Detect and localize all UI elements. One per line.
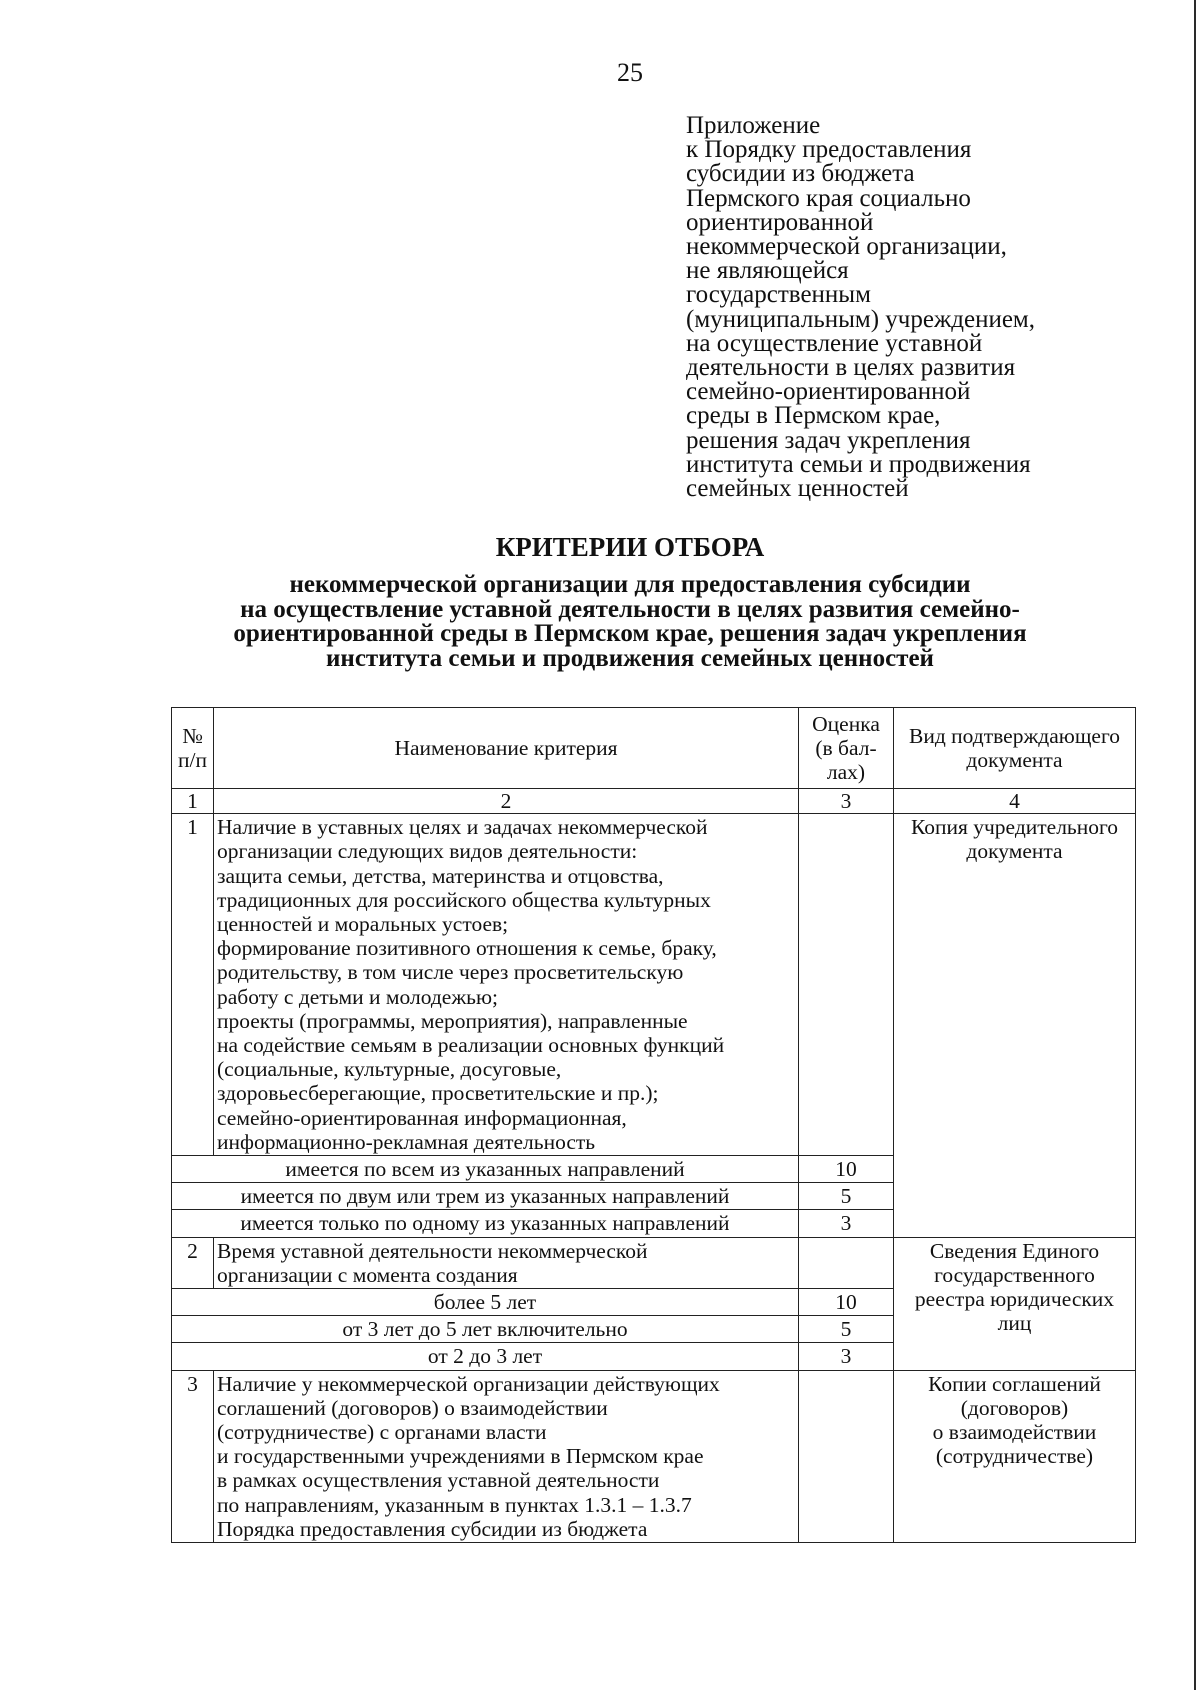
header-name: Наименование критерия <box>214 708 799 789</box>
appendix-line: семейных ценностей <box>686 475 909 503</box>
text-line: здоровьесберегающие, просветительские и пр.); <box>217 1081 659 1106</box>
criterion-name <box>214 1370 799 1542</box>
text-line: реестра юридических <box>914 1287 1115 1312</box>
table-row <box>172 1370 1136 1542</box>
score-cell-empty <box>799 814 894 1156</box>
subtitle-line: ориентированной среды в Пермском крае, решения задач укрепления <box>233 620 1027 647</box>
page-edge <box>1194 0 1196 1690</box>
header-num: № п/п <box>172 708 214 789</box>
text-line: и государственными учреждениями в Пермском крае <box>217 1444 704 1469</box>
column-number: 3 <box>799 789 894 814</box>
text-line: Копия учредительного <box>910 815 1119 840</box>
column-number: 1 <box>172 789 214 814</box>
confirming-document <box>894 1237 1136 1370</box>
text-line: Наличие в уставных целях и задачах некоммерческой <box>217 815 708 840</box>
option-score: 10 <box>799 1156 894 1183</box>
text-line: Порядка предоставления субсидии из бюджета <box>217 1516 648 1541</box>
text-line: традиционных для российского общества культурных <box>217 887 711 912</box>
appendix-line: на осуществление уставной <box>686 329 983 357</box>
text-line: документа <box>966 839 1063 864</box>
option-label: от 3 лет до 5 лет включительно <box>172 1316 799 1343</box>
appendix-line: семейно-ориентированной <box>686 378 971 406</box>
text-line: организации с момента создания <box>217 1262 518 1287</box>
criterion-name <box>214 1237 799 1288</box>
header-score: Оценка (в бал- лах) <box>799 708 894 789</box>
criterion-name <box>214 814 799 1156</box>
criteria-table <box>171 707 1136 1543</box>
text-line: в рамках осуществления уставной деятельности <box>217 1468 660 1493</box>
text-line: (договоров) <box>960 1395 1069 1420</box>
text-line: Наличие у некоммерческой организации действующих <box>217 1371 720 1396</box>
appendix-line: некоммерческой организации, <box>686 233 1007 261</box>
subtitle-line: некоммерческой организации для предоставления субсидии <box>289 571 971 598</box>
appendix-block <box>686 114 1146 501</box>
appendix-line: (муниципальным) учреждением, <box>686 305 1035 333</box>
document-subtitle <box>150 573 1110 671</box>
text-line: семейно-ориентированная информационная, <box>217 1105 627 1130</box>
header-doc: Вид подтверждающего документа <box>894 708 1136 789</box>
criterion-number: 2 <box>172 1237 214 1288</box>
option-score: 3 <box>799 1210 894 1237</box>
appendix-line: не являющейся <box>686 257 849 285</box>
text-line: (социальные, культурные, досуговые, <box>217 1057 562 1082</box>
appendix-line: института семьи и продвижения <box>686 450 1031 478</box>
option-score: 5 <box>799 1183 894 1210</box>
table-row <box>172 1237 1136 1288</box>
appendix-line: Пермского края социально <box>686 184 971 212</box>
appendix-line: решения задач укрепления <box>686 426 971 454</box>
text-line: государственного <box>934 1262 1095 1287</box>
criterion-number: 3 <box>172 1370 214 1542</box>
text-line: лиц <box>997 1311 1032 1336</box>
confirming-document <box>894 1370 1136 1542</box>
text-line: проекты (программы, мероприятия), направленные <box>217 1008 688 1033</box>
text-line: соглашений (договоров) о взаимодействии <box>217 1395 608 1420</box>
text-line: защита семьи, детства, материнства и отцовства, <box>217 863 664 888</box>
criterion-number: 1 <box>172 814 214 1156</box>
option-score: 5 <box>799 1316 894 1343</box>
page-number: 25 <box>617 58 643 87</box>
appendix-line: среды в Пермском крае, <box>686 402 941 430</box>
text-line: Копии соглашений <box>928 1371 1101 1396</box>
appendix-line: субсидии из бюджета <box>686 160 915 188</box>
document-title: КРИТЕРИИ ОТБОРА <box>495 532 765 562</box>
text-line: организации следующих видов деятельности: <box>217 839 638 864</box>
score-cell-empty <box>799 1237 894 1288</box>
appendix-line: деятельности в целях развития <box>686 354 1016 382</box>
text-line: работу с детьми и молодежью; <box>217 984 499 1009</box>
text-line: по направлениям, указанным в пунктах 1.3.1 – 1.3.7 <box>217 1492 692 1517</box>
text-line: информационно-рекламная деятельность <box>217 1129 596 1154</box>
confirming-document <box>894 814 1136 1237</box>
option-score: 3 <box>799 1343 894 1370</box>
text-line: ценностей и моральных устоев; <box>217 912 509 937</box>
text-line: о взаимодействии <box>932 1420 1097 1445</box>
text-line: (сотрудничестве) с органами власти <box>217 1420 547 1445</box>
text-line: Время уставной деятельности некоммерческой <box>217 1238 648 1263</box>
table-row <box>172 814 1136 1156</box>
option-label: имеется по всем из указанных направлений <box>172 1156 799 1183</box>
option-score: 10 <box>799 1289 894 1316</box>
option-label: имеется по двум или трем из указанных направлений <box>172 1183 799 1210</box>
column-number: 4 <box>894 789 1136 814</box>
text-line: на содействие семьям в реализации основных функций <box>217 1033 725 1058</box>
option-label: имеется только по одному из указанных направлений <box>172 1210 799 1237</box>
appendix-line: Приложение <box>686 112 821 139</box>
subtitle-line: института семьи и продвижения семейных ценностей <box>326 644 934 672</box>
column-number-row <box>172 789 1136 814</box>
option-label: более 5 лет <box>172 1289 799 1316</box>
appendix-line: ориентированной <box>686 208 874 236</box>
text-line: Сведения Единого <box>929 1238 1100 1263</box>
subtitle-line: на осуществление уставной деятельности в целях развития семейно- <box>240 595 1020 623</box>
option-label: от 2 до 3 лет <box>172 1343 799 1370</box>
column-number: 2 <box>214 789 799 814</box>
text-line: родительству, в том числе через просветительскую <box>217 960 684 985</box>
text-line: (сотрудничестве) <box>935 1444 1094 1469</box>
score-cell-empty <box>799 1370 894 1542</box>
table-header-row <box>172 708 1136 789</box>
appendix-line: к Порядку предоставления <box>686 136 972 164</box>
appendix-line: государственным <box>686 281 871 309</box>
text-line: формирование позитивного отношения к семье, браку, <box>217 936 717 961</box>
